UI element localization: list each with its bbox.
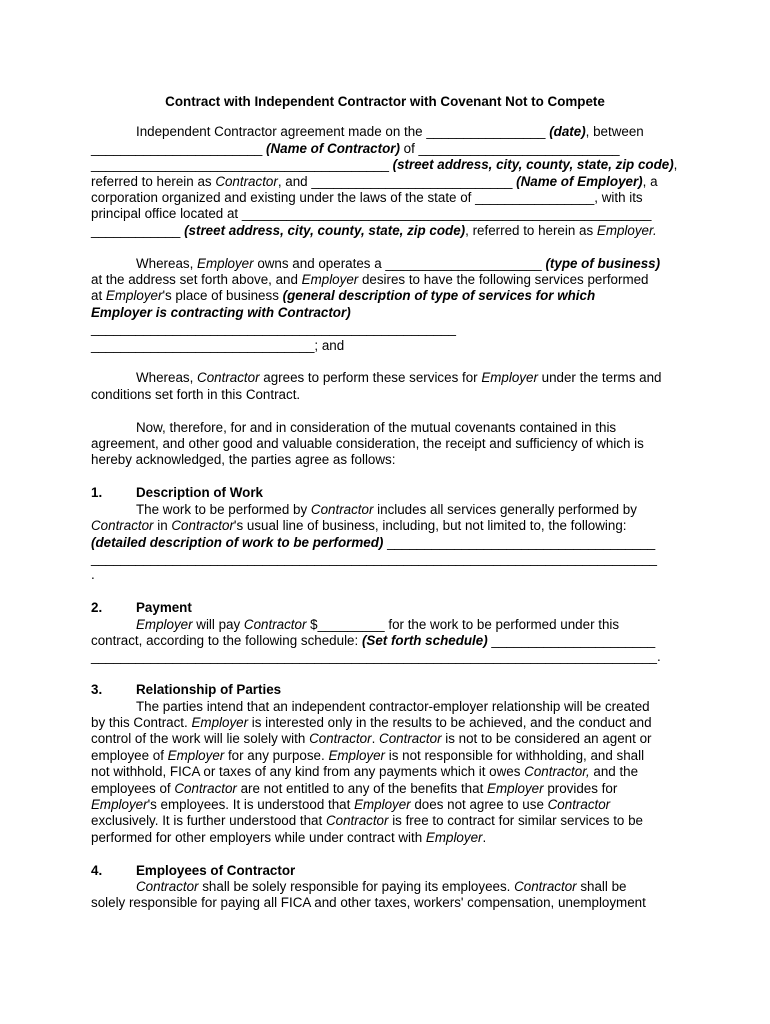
contractor-term: Contractor	[91, 518, 154, 534]
employer-term: Employer	[105, 288, 163, 304]
section-text: 's usual line of business, including, but not limited to, the following:	[233, 518, 627, 534]
section-number: 2.	[91, 600, 103, 616]
contractor-term: Contractor	[136, 878, 199, 894]
section-text: employee of	[91, 747, 168, 763]
section-text: are not entitled to any of the benefits that	[236, 780, 488, 796]
business-type-placeholder: (type of business)	[545, 255, 661, 271]
section-heading	[91, 600, 679, 616]
whereas-text: under the terms and	[537, 370, 662, 386]
blank-line: ____________________________________	[383, 534, 656, 550]
blank-line: ______________________	[487, 632, 656, 648]
employer-term: Employer	[197, 255, 254, 271]
employer-term: Employer	[354, 796, 411, 812]
whereas-text: ; and	[314, 337, 345, 353]
section-heading	[91, 682, 679, 698]
section-relationship-of-parties	[91, 682, 679, 846]
section-text: $_________ for the work to be performed under this	[306, 616, 620, 632]
section-description-of-work	[91, 485, 679, 583]
section-text: by this Contract.	[91, 714, 192, 730]
contractor-term: Contractor	[514, 878, 577, 894]
intro-text: Independent Contractor agreement made on the ________________	[136, 124, 550, 140]
blank-line: ______________________________	[91, 337, 315, 353]
intro-text: , a	[642, 173, 658, 189]
intro-text: , referred to herein as	[465, 222, 597, 238]
section-employees-of-contractor	[91, 863, 679, 912]
section-text: does not agree to use	[410, 796, 548, 812]
intro-text: of ___________________________	[399, 140, 620, 156]
contractor-term: Contractor	[325, 813, 389, 829]
section-number: 3.	[91, 682, 103, 698]
intro-text: _______________________	[91, 140, 267, 156]
employer-term: Employer	[136, 616, 193, 632]
section-heading	[91, 863, 679, 879]
section-text: employees of	[91, 780, 175, 796]
section-text: shall be solely responsible for paying its employees.	[198, 878, 515, 894]
section-heading	[91, 485, 679, 501]
section-title: Payment	[136, 600, 192, 616]
section-text: not withhold, FICA or taxes of any kind from any payments which it owes	[91, 764, 525, 780]
section-text: is interested only in the results to be achieved, and the conduct and	[248, 714, 652, 730]
contractor-term: Contractor,	[524, 764, 590, 780]
section-title: Relationship of Parties	[136, 682, 282, 698]
consideration-text: agreement, and other good and valuable consideration, the receipt and sufficiency of which is	[91, 436, 644, 452]
section-text: control of the work will lie solely with	[91, 731, 310, 747]
consideration-text: hereby acknowledged, the parties agree as follows:	[91, 452, 396, 468]
intro-text: principal office located at _______________________________________________________	[91, 206, 652, 222]
employer-term: Employer	[167, 747, 225, 763]
contractor-term: Contractor	[310, 501, 374, 517]
intro-text: , between	[585, 124, 644, 140]
section-text: The work to be performed by	[136, 501, 311, 517]
intro-text: ________________________________________	[91, 157, 393, 173]
whereas-text: Whereas,	[136, 255, 198, 271]
employer-term: Employer	[328, 747, 386, 763]
contractor-term: Contractor	[379, 731, 442, 747]
employer-term: Employer	[301, 272, 359, 288]
section-text: is not to be considered an agent or	[441, 731, 652, 747]
section-text: is not responsible for withholding, and shall	[385, 747, 645, 763]
contractor-term: Contractor	[243, 616, 307, 632]
contractor-term: Contractor	[197, 370, 260, 386]
whereas-text: owns and operates a _____________________	[253, 255, 546, 271]
work-description-placeholder: (detailed description of work to be performed)	[91, 534, 384, 550]
section-title: Employees of Contractor	[136, 862, 296, 878]
address-placeholder: (street address, city, county, state, zip code)	[392, 157, 674, 173]
services-placeholder: (general description of type of services for which	[282, 288, 596, 304]
employer-term: Employer.	[596, 222, 657, 238]
section-text: .	[91, 567, 95, 583]
section-text: shall be	[576, 878, 627, 894]
whereas-text: agrees to perform these services for	[259, 370, 482, 386]
contractor-term: Contractor	[215, 173, 278, 189]
blank-line: ____________________________________________________________________________	[91, 550, 657, 566]
section-number: 4.	[91, 862, 103, 878]
whereas-text: conditions set forth in this Contract.	[91, 386, 301, 402]
intro-paragraph	[91, 124, 679, 239]
section-text: performed for other employers while under contract with	[91, 829, 426, 845]
section-text: .	[371, 731, 380, 747]
intro-text: ,	[673, 157, 678, 173]
section-text: .	[482, 829, 487, 845]
section-title: Description of Work	[136, 485, 263, 501]
services-placeholder: Employer is contracting with Contractor)	[91, 304, 351, 320]
section-text: for any purpose.	[224, 747, 329, 763]
contractor-term: Contractor	[171, 518, 234, 534]
schedule-placeholder: (Set forth schedule)	[361, 632, 488, 648]
blank-line: _________________________________________________	[91, 321, 456, 337]
whereas-paragraph-1	[91, 256, 679, 354]
date-placeholder: (date)	[549, 124, 586, 140]
section-number: 1.	[91, 485, 103, 501]
whereas-paragraph-2	[91, 370, 679, 403]
section-text: in	[153, 518, 172, 534]
whereas-text: at the address set forth above, and	[91, 272, 302, 288]
section-text: solely responsible for paying all FICA and other taxes, workers' compensation, unemployment	[91, 895, 646, 911]
blank-line: ____________________________________________________________________________.	[91, 649, 661, 665]
section-payment	[91, 600, 679, 666]
intro-text: , and ___________________________	[277, 173, 517, 189]
whereas-text: at	[91, 288, 106, 304]
contractor-name-placeholder: (Name of Contractor)	[266, 140, 400, 156]
section-text: and the	[589, 764, 639, 780]
section-text: provides for	[543, 780, 618, 796]
section-text: is free to contract for similar services to be	[388, 813, 643, 829]
section-text: The parties intend that an independent contractor-employer relationship will be created	[136, 698, 650, 714]
whereas-text: Whereas,	[136, 370, 198, 386]
section-text: 's employees. It is understood that	[147, 796, 355, 812]
employer-name-placeholder: (Name of Employer)	[516, 173, 643, 189]
section-text: exclusively. It is further understood that	[91, 813, 326, 829]
employer-term: Employer	[487, 780, 544, 796]
section-text: includes all services generally performed by	[373, 501, 637, 517]
consideration-paragraph	[91, 420, 679, 469]
employer-term: Employer	[481, 370, 538, 386]
consideration-text: Now, therefore, for and in consideration of the mutual covenants contained in this	[136, 419, 617, 435]
contractor-term: Contractor	[309, 731, 372, 747]
whereas-text: desires to have the following services performed	[358, 272, 649, 288]
intro-text: corporation organized and existing under the laws of the state of ________________, with its	[91, 190, 643, 206]
address-placeholder: (street address, city, county, state, zip code)	[184, 222, 466, 238]
contractor-term: Contractor	[174, 780, 237, 796]
contractor-term: Contractor	[547, 796, 611, 812]
whereas-text: 's place of business	[162, 288, 283, 304]
employer-term: Employer	[91, 796, 148, 812]
section-text: contract, according to the following schedule:	[91, 632, 362, 648]
section-text: will pay	[192, 616, 244, 632]
intro-text: ____________	[91, 222, 185, 238]
employer-term: Employer	[191, 714, 249, 730]
employer-term: Employer	[425, 829, 483, 845]
document-title: Contract with Independent Contractor with Covenant Not to Compete	[165, 94, 605, 109]
intro-text: referred to herein as	[91, 173, 216, 189]
